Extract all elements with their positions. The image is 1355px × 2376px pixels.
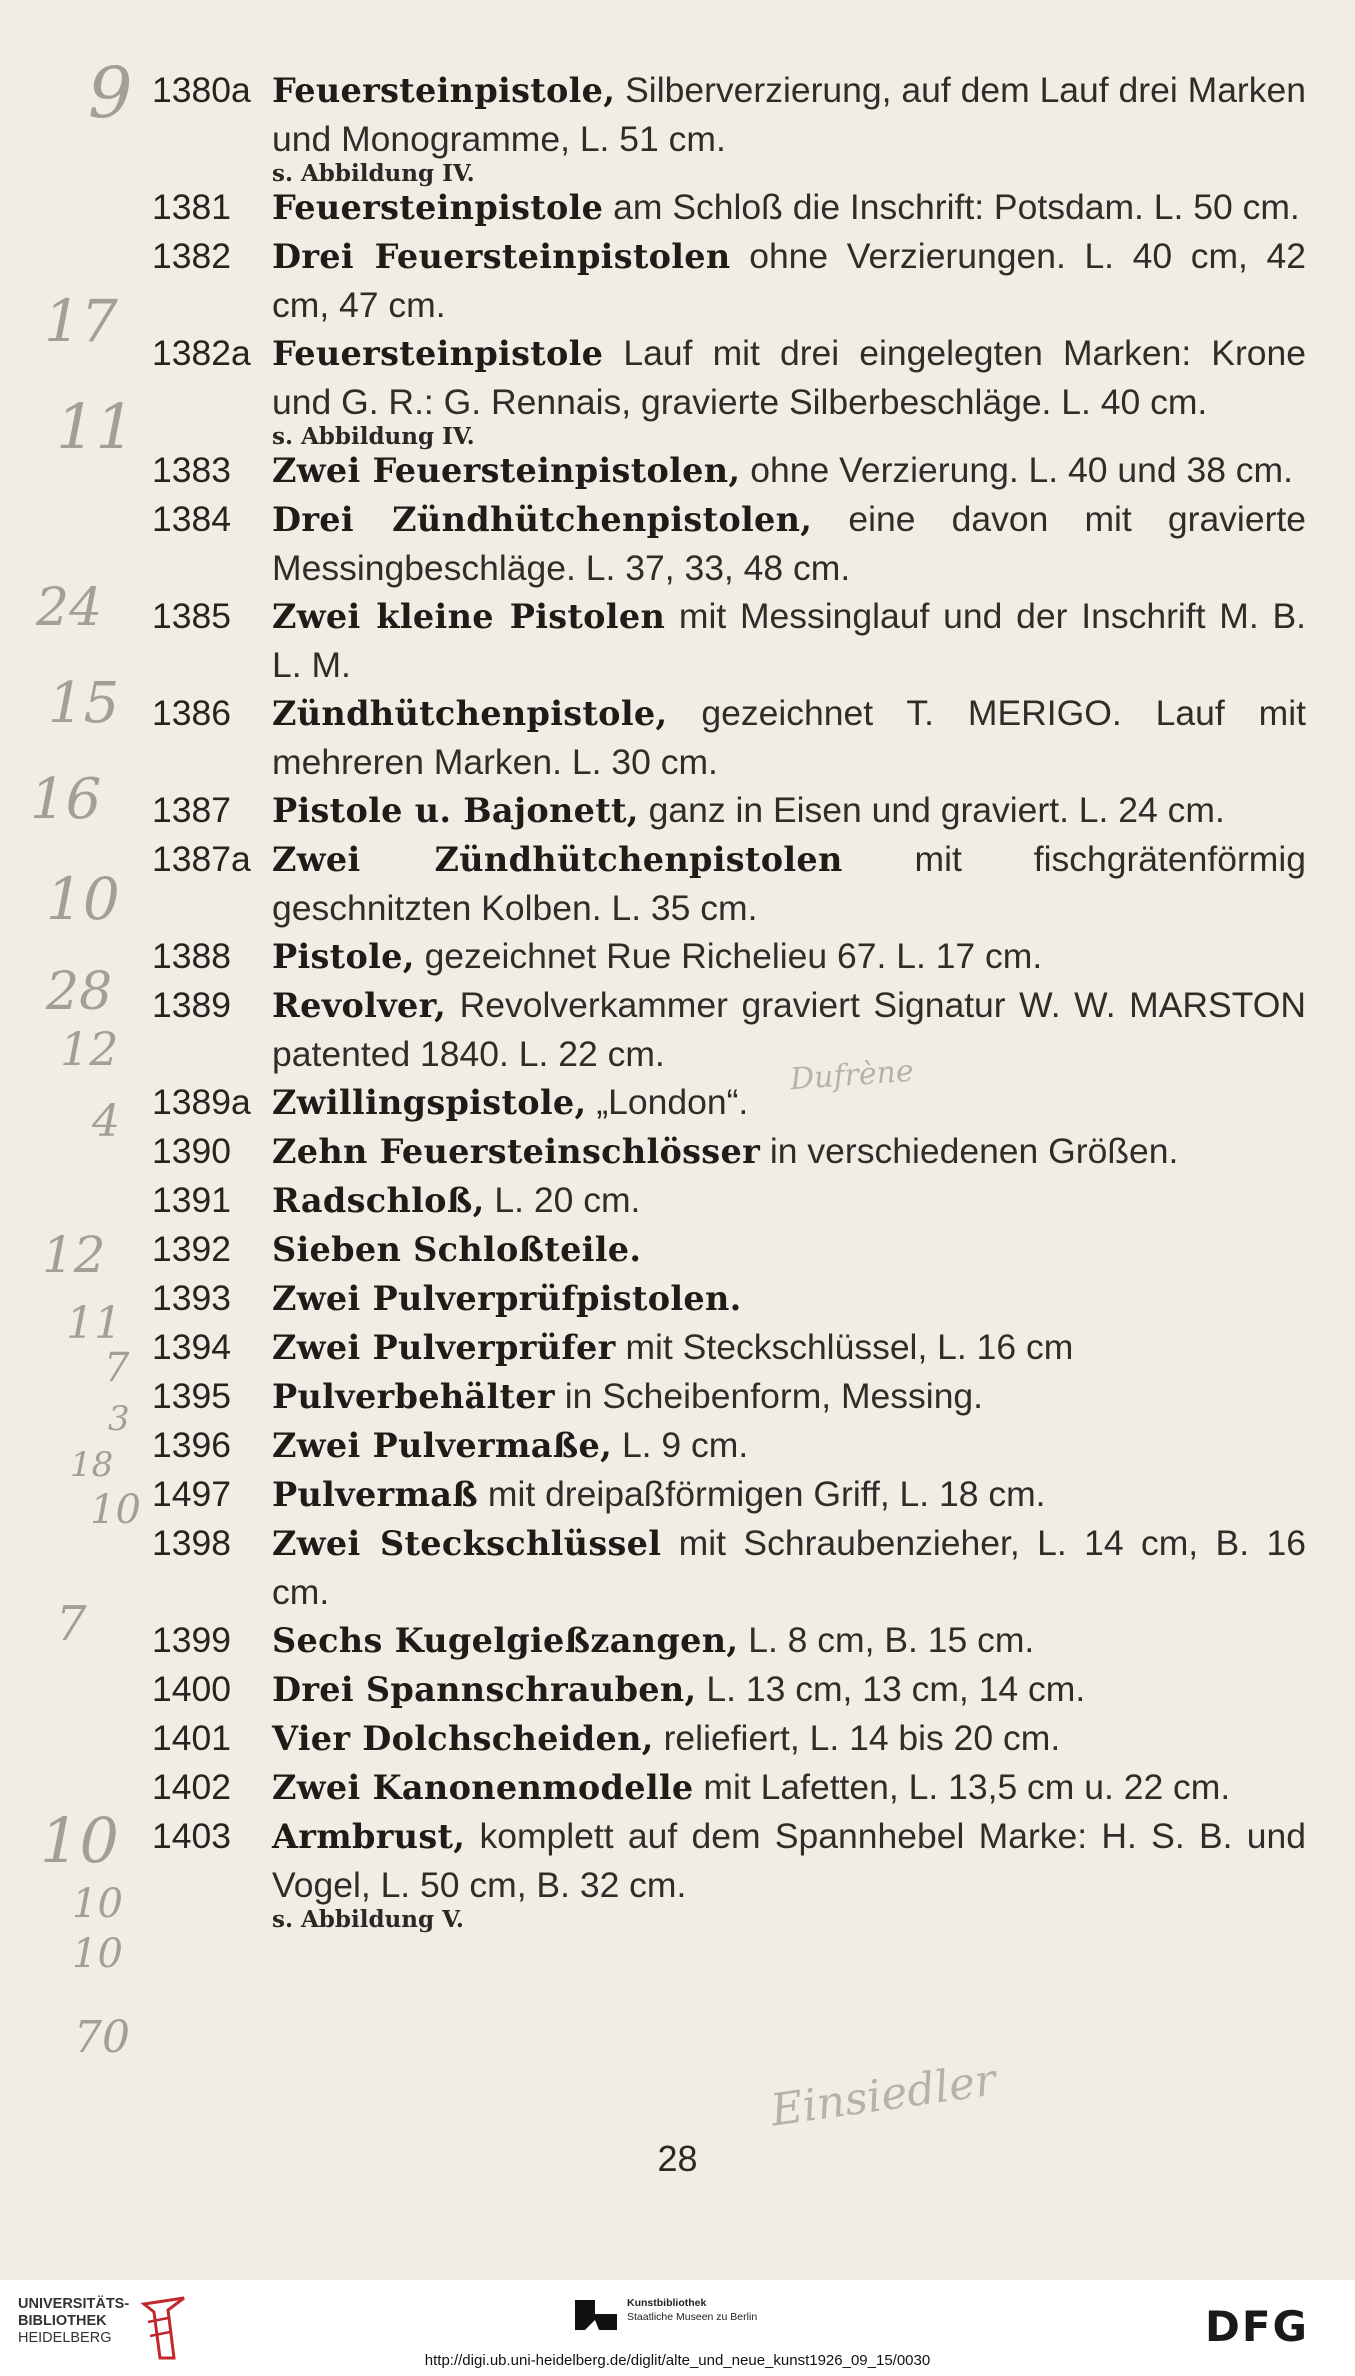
entry-list — [0, 66, 1355, 1933]
lot-number: 1380a — [152, 70, 251, 110]
margin-note: 10 — [46, 865, 120, 933]
entry-text — [272, 1176, 1306, 1225]
lot-description: ohne Verzierungen. L. 40 cm, 42 cm, 47 cm. — [272, 236, 1307, 325]
lot-number: 1497 — [152, 1474, 231, 1514]
margin-note: 10 — [72, 1881, 123, 1927]
catalog-entry — [152, 1127, 1306, 1176]
lot-title: Revolver, — [272, 986, 447, 1025]
lot-description: Silberverzierung, auf dem Lauf drei Marken und Monogramme, L. 51 cm. — [272, 70, 1306, 159]
lot-title: Radschloß, — [272, 1181, 485, 1220]
lot-number: 1382a — [152, 333, 251, 373]
margin-note: 15 — [48, 671, 120, 736]
catalog-entry — [152, 1176, 1306, 1225]
margin-note: 10 — [40, 1804, 119, 1877]
lot-description: Revolverkammer graviert Signatur W. W. MARSTON patented 1840. L. 22 cm. — [272, 985, 1306, 1074]
footer-bar — [0, 2280, 1355, 2376]
entry-text — [272, 1714, 1306, 1763]
lot-description: mit Lafetten, L. 13,5 cm u. 22 cm. — [693, 1767, 1231, 1807]
university-emblem-icon — [138, 2296, 190, 2360]
catalog-entry — [152, 1714, 1306, 1763]
kunstbibliothek-subtitle: Staatliche Museen zu Berlin — [627, 2311, 758, 2323]
lot-title: Zwei Kanonenmodelle — [272, 1768, 694, 1807]
lot-description: L. 20 cm. — [484, 1180, 641, 1220]
kunstbibliothek-name: Kunstbibliothek — [627, 2297, 707, 2309]
margin-note: 3 — [108, 1399, 130, 1439]
lot-description: mit Schraubenzieher, L. 14 cm, B. 16 cm. — [272, 1523, 1306, 1612]
entry-text — [272, 689, 1306, 786]
lot-description: L. 8 cm, B. 15 cm. — [738, 1620, 1035, 1660]
lot-title: Zwei Pulverprüfer — [272, 1328, 616, 1367]
lot-description: mit Messinglauf und der Inschrift M. B. L. M. — [272, 596, 1307, 685]
lot-description: ganz in Eisen und graviert. L. 24 cm. — [638, 790, 1225, 830]
lot-title: Feuersteinpistole — [272, 334, 604, 373]
lot-title: Sechs Kugelgießzangen, — [272, 1621, 739, 1660]
lot-description: L. 13 cm, 13 cm, 14 cm. — [696, 1669, 1086, 1709]
margin-note: 7 — [104, 1345, 130, 1391]
entry-text — [272, 932, 1306, 981]
entry-text — [272, 835, 1306, 932]
university-name-line2: BIBLIOTHEK — [18, 2313, 107, 2329]
entry-text — [272, 1470, 1306, 1519]
entry-text — [272, 1519, 1306, 1616]
margin-note: 24 — [36, 578, 103, 638]
lot-number: 1401 — [152, 1718, 231, 1758]
source-url[interactable]: http://digi.ub.uni-heidelberg.de/diglit/alte_und_neue_kunst1926_09_15/0030 — [424, 2352, 931, 2369]
catalog-entry — [152, 1763, 1306, 1812]
catalog-entry — [152, 689, 1306, 786]
lot-title: Zwei Steckschlüssel — [272, 1524, 662, 1563]
kunstbibliothek-label — [627, 2296, 757, 2324]
lot-description: mit dreipaßförmigen Griff, L. 18 cm. — [478, 1474, 1046, 1514]
catalog-entry — [152, 495, 1306, 592]
figure-reference: s. Abbildung IV. — [272, 423, 475, 450]
lot-number: 1396 — [152, 1425, 231, 1465]
lot-description: ohne Verzierung. L. 40 und 38 cm. — [740, 450, 1293, 490]
pencil-scribble: Einsiedler — [767, 2054, 999, 2137]
entry-text — [272, 183, 1306, 232]
lot-description: in verschiedenen Größen. — [760, 1131, 1179, 1171]
lot-title: Zwei Feuersteinpistolen, — [272, 451, 741, 490]
lot-description: am Schloß die Inschrift: Potsdam. L. 50 cm. — [603, 187, 1300, 227]
dfg-logo: DFG — [1205, 2302, 1310, 2351]
lot-description: gezeichnet T. MERIGO. Lauf mit mehreren Marken. L. 30 cm. — [272, 693, 1306, 782]
university-name-line1: UNIVERSITÄTS- — [18, 2296, 130, 2312]
lot-title: Drei Feuersteinpistolen — [272, 237, 731, 276]
catalog-entry — [152, 66, 1306, 189]
lot-title: Drei Spannschrauben, — [272, 1670, 697, 1709]
lot-number: 1386 — [152, 693, 231, 733]
lot-title: Pistole, — [272, 937, 415, 976]
catalog-entry — [152, 1665, 1306, 1714]
lot-title: Zehn Feuersteinschlösser — [272, 1132, 761, 1171]
figure-reference: s. Abbildung V. — [272, 1906, 464, 1933]
margin-note: 9 — [88, 52, 133, 134]
entry-text — [272, 495, 1306, 592]
lot-number: 1402 — [152, 1767, 231, 1807]
lot-description: reliefiert, L. 14 bis 20 cm. — [653, 1718, 1061, 1758]
entry-text — [272, 1127, 1306, 1176]
lot-number: 1394 — [152, 1327, 231, 1367]
lot-description: gezeichnet Rue Richelieu 67. L. 17 cm. — [414, 936, 1043, 976]
entry-text — [272, 1812, 1306, 1909]
lot-title: Zwei Zündhütchenpistolen — [272, 840, 843, 879]
lot-title: Drei Zündhütchenpistolen, — [272, 500, 813, 539]
margin-note: 18 — [70, 1445, 114, 1485]
entry-text — [272, 66, 1306, 163]
lot-title: Zwei kleine Pistolen — [272, 597, 666, 636]
catalog-entry — [152, 932, 1306, 981]
lot-number: 1391 — [152, 1180, 231, 1220]
university-library-logo — [18, 2296, 129, 2347]
figure-reference: s. Abbildung IV. — [272, 160, 475, 187]
lot-title: Pistole u. Bajonett, — [272, 791, 639, 830]
margin-note: 11 — [56, 390, 135, 463]
lot-description: „London“. — [586, 1082, 749, 1122]
lot-number: 1392 — [152, 1229, 231, 1269]
entry-text — [272, 329, 1306, 426]
catalog-entry — [152, 1470, 1306, 1519]
lot-title: Zwei Pulvermaße, — [272, 1426, 613, 1465]
entry-text — [272, 1665, 1306, 1714]
lot-number: 1398 — [152, 1523, 231, 1563]
lot-number: 1388 — [152, 936, 231, 976]
lot-number: 1393 — [152, 1278, 231, 1318]
lot-number: 1389a — [152, 1082, 251, 1122]
catalog-entry — [152, 329, 1306, 452]
lot-description: komplett auf dem Spannhebel Marke: H. S. B. und Vogel, L. 50 cm, B. 32 cm. — [272, 1816, 1306, 1905]
catalog-entry — [152, 1078, 1306, 1127]
entry-text — [272, 592, 1306, 689]
lot-description: Lauf mit drei eingelegten Marken: Krone und G. R.: G. Rennais, gravierte Silberbeschläge. L. 40 cm. — [272, 333, 1306, 422]
university-name-line3: HEIDELBERG — [18, 2330, 112, 2346]
lot-title: Pulverbehälter — [272, 1377, 555, 1416]
margin-note: 4 — [92, 1096, 120, 1147]
margin-note: 7 — [56, 1596, 87, 1652]
margin-note: 70 — [74, 2012, 130, 2063]
lot-description: in Scheibenform, Messing. — [554, 1376, 984, 1416]
lot-number: 1381 — [152, 187, 231, 227]
entry-text — [272, 1274, 1306, 1323]
pencil-scribble: Dufrène — [788, 1053, 915, 1098]
margin-note: 17 — [44, 287, 118, 355]
entry-text — [272, 1225, 1306, 1274]
lot-number: 1395 — [152, 1376, 231, 1416]
lot-number: 1400 — [152, 1669, 231, 1709]
lot-number: 1403 — [152, 1816, 231, 1856]
lot-title: Sieben Schloßteile. — [272, 1230, 642, 1269]
margin-note: 12 — [60, 1022, 119, 1076]
lot-title: Feuersteinpistole, — [272, 71, 616, 110]
catalog-entry — [152, 232, 1307, 329]
catalog-entry — [152, 1812, 1306, 1935]
catalog-entry — [152, 1616, 1306, 1665]
entry-text — [272, 1372, 1306, 1421]
margin-note: 11 — [66, 1298, 122, 1349]
lot-number: 1383 — [152, 450, 231, 490]
entry-text — [272, 1323, 1306, 1372]
lot-description: L. 9 cm. — [612, 1425, 749, 1465]
catalog-entry — [152, 592, 1307, 689]
catalog-entry — [152, 1274, 1306, 1323]
catalog-entry — [152, 1323, 1306, 1372]
catalog-entry — [152, 1519, 1306, 1616]
lot-title: Pulvermaß — [272, 1475, 479, 1514]
kunstbibliothek-logo-icon — [575, 2300, 617, 2330]
catalog-entry — [152, 1225, 1306, 1274]
entry-text — [272, 1763, 1306, 1812]
entry-text — [272, 446, 1306, 495]
catalog-entry — [152, 183, 1306, 232]
entry-text — [272, 232, 1306, 329]
catalog-entry — [152, 1372, 1306, 1421]
entry-text — [272, 1421, 1306, 1470]
lot-number: 1387a — [152, 839, 251, 879]
margin-note: 10 — [90, 1487, 141, 1533]
lot-title: Zwillingspistole, — [272, 1083, 587, 1122]
lot-number: 1387 — [152, 790, 231, 830]
lot-number: 1382 — [152, 236, 231, 276]
margin-note: 10 — [72, 1931, 123, 1977]
catalog-entry — [152, 1421, 1306, 1470]
lot-description: mit Steckschlüssel, L. 16 cm — [615, 1327, 1074, 1367]
lot-title: Feuersteinpistole — [272, 188, 604, 227]
margin-note: 12 — [42, 1226, 106, 1284]
lot-number: 1389 — [152, 985, 231, 1025]
lot-title: Vier Dolchscheiden, — [272, 1719, 654, 1758]
lot-description: eine davon mit gravierte Messingbeschläge. L. 37, 33, 48 cm. — [272, 499, 1306, 588]
lot-number: 1385 — [152, 596, 231, 636]
lot-number: 1384 — [152, 499, 231, 539]
page-number: 28 — [657, 2138, 698, 2179]
lot-title: Armbrust, — [272, 1817, 466, 1856]
lot-title: Zwei Pulverprüfpistolen. — [272, 1279, 742, 1318]
catalog-entry — [152, 446, 1306, 495]
lot-number: 1390 — [152, 1131, 231, 1171]
entry-text — [272, 1616, 1306, 1665]
catalog-entry — [152, 786, 1306, 835]
lot-title: Zündhütchenpistole, — [272, 694, 668, 733]
entry-text — [272, 786, 1306, 835]
lot-number: 1399 — [152, 1620, 231, 1660]
catalog-entry — [152, 835, 1306, 932]
entry-text — [272, 1078, 1306, 1127]
margin-note: 16 — [30, 767, 102, 832]
lot-description: mit fischgrätenförmig geschnitzten Kolben. L. 35 cm. — [272, 839, 1306, 928]
margin-note: 28 — [46, 962, 113, 1022]
